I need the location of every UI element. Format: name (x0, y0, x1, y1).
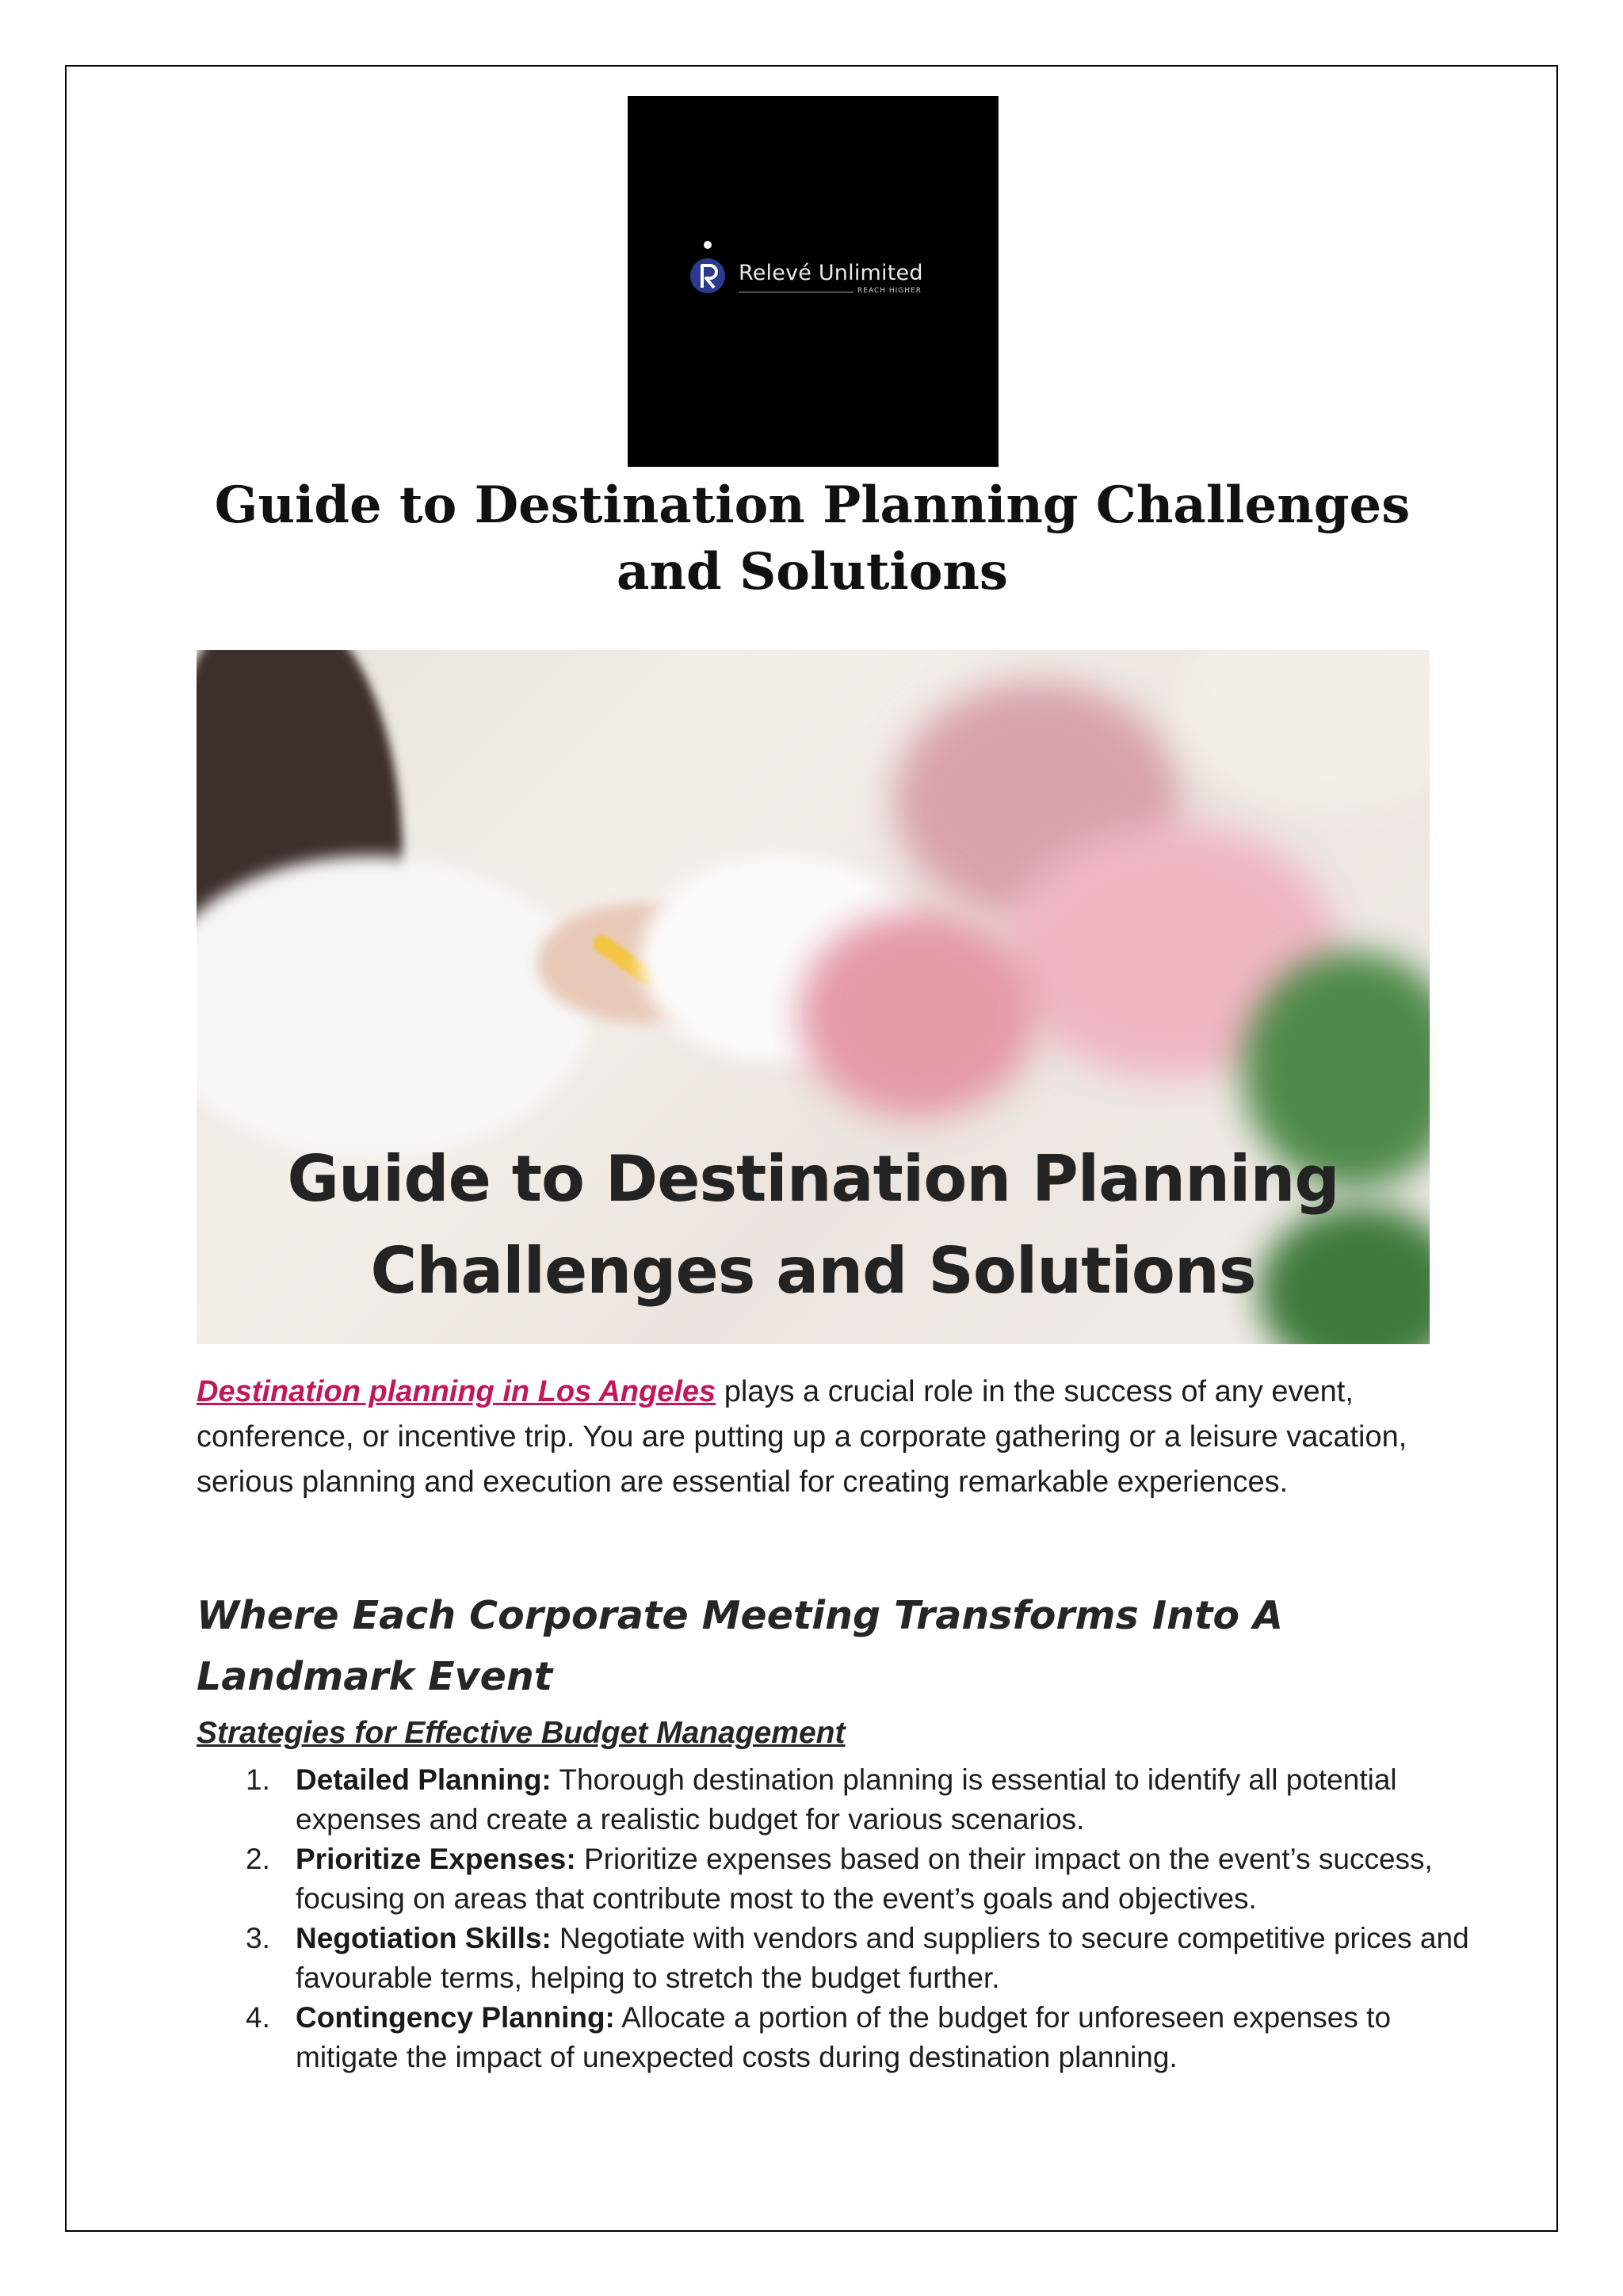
list-term: Prioritize Expenses: (296, 1843, 576, 1875)
hero-caption-line: Guide to Destination Planning (287, 1142, 1339, 1216)
hero-background-shape (1179, 650, 1430, 808)
list-item (197, 1760, 1480, 1839)
list-number: 1. (246, 1763, 270, 1796)
hero-caption-line: Challenges and Solutions (370, 1234, 1256, 1308)
list-text: Allocate a portion of the budget for unforeseen expenses to mitigate the impact of unexpected costs during destination planning. (296, 2001, 1392, 2073)
logo-r-icon (689, 240, 727, 299)
hero-flower-shape (799, 911, 1037, 1117)
list-term: Negotiation Skills: (296, 1922, 552, 1954)
intro-paragraph (197, 1370, 1449, 1505)
strategy-list (197, 1760, 1480, 2077)
destination-planning-link[interactable]: Destination planning in Los Angeles (197, 1375, 716, 1408)
page-title: Guide to Destination Planning Challenges and Solutions (214, 476, 1411, 602)
section-heading: Where Each Corporate Meeting Transforms Into A Landmark Event (197, 1593, 1284, 1699)
hero-caption (197, 1133, 1430, 1317)
subheading: Strategies for Effective Budget Management (197, 1716, 846, 1750)
list-item (197, 1919, 1480, 1998)
list-term: Detailed Planning: (296, 1763, 552, 1796)
list-term: Contingency Planning: (296, 2001, 615, 2034)
list-number: 2. (246, 1843, 270, 1875)
intro-text: plays a crucial role in the success of any event, conference, or incentive trip. You are putting up a corporate gathering or a leisure vacation, serious planning and execution are essential for creating remarkable experiences. (197, 1375, 1407, 1499)
list-text: Thorough destination planning is essential to identify all potential expenses and create a realistic budget for various scenarios. (296, 1763, 1397, 1836)
list-number: 3. (246, 1922, 270, 1954)
company-logo (628, 96, 999, 467)
logo-tagline: REACH HIGHER (857, 287, 922, 295)
list-text: Negotiate with vendors and suppliers to secure competitive prices and favourable terms, helping to stretch the budget further. (296, 1922, 1469, 1994)
hero-image (197, 650, 1430, 1344)
list-number: 4. (246, 2001, 270, 2034)
list-text: Prioritize expenses based on their impact on the event’s success, focusing on areas that contribute most to the event’s goals and objectives. (296, 1843, 1433, 1915)
hero-sleeve-shape (197, 856, 593, 1157)
list-item (197, 1839, 1480, 1919)
list-item (197, 1998, 1480, 2077)
logo-name: Relevé Unlimited (739, 261, 923, 285)
